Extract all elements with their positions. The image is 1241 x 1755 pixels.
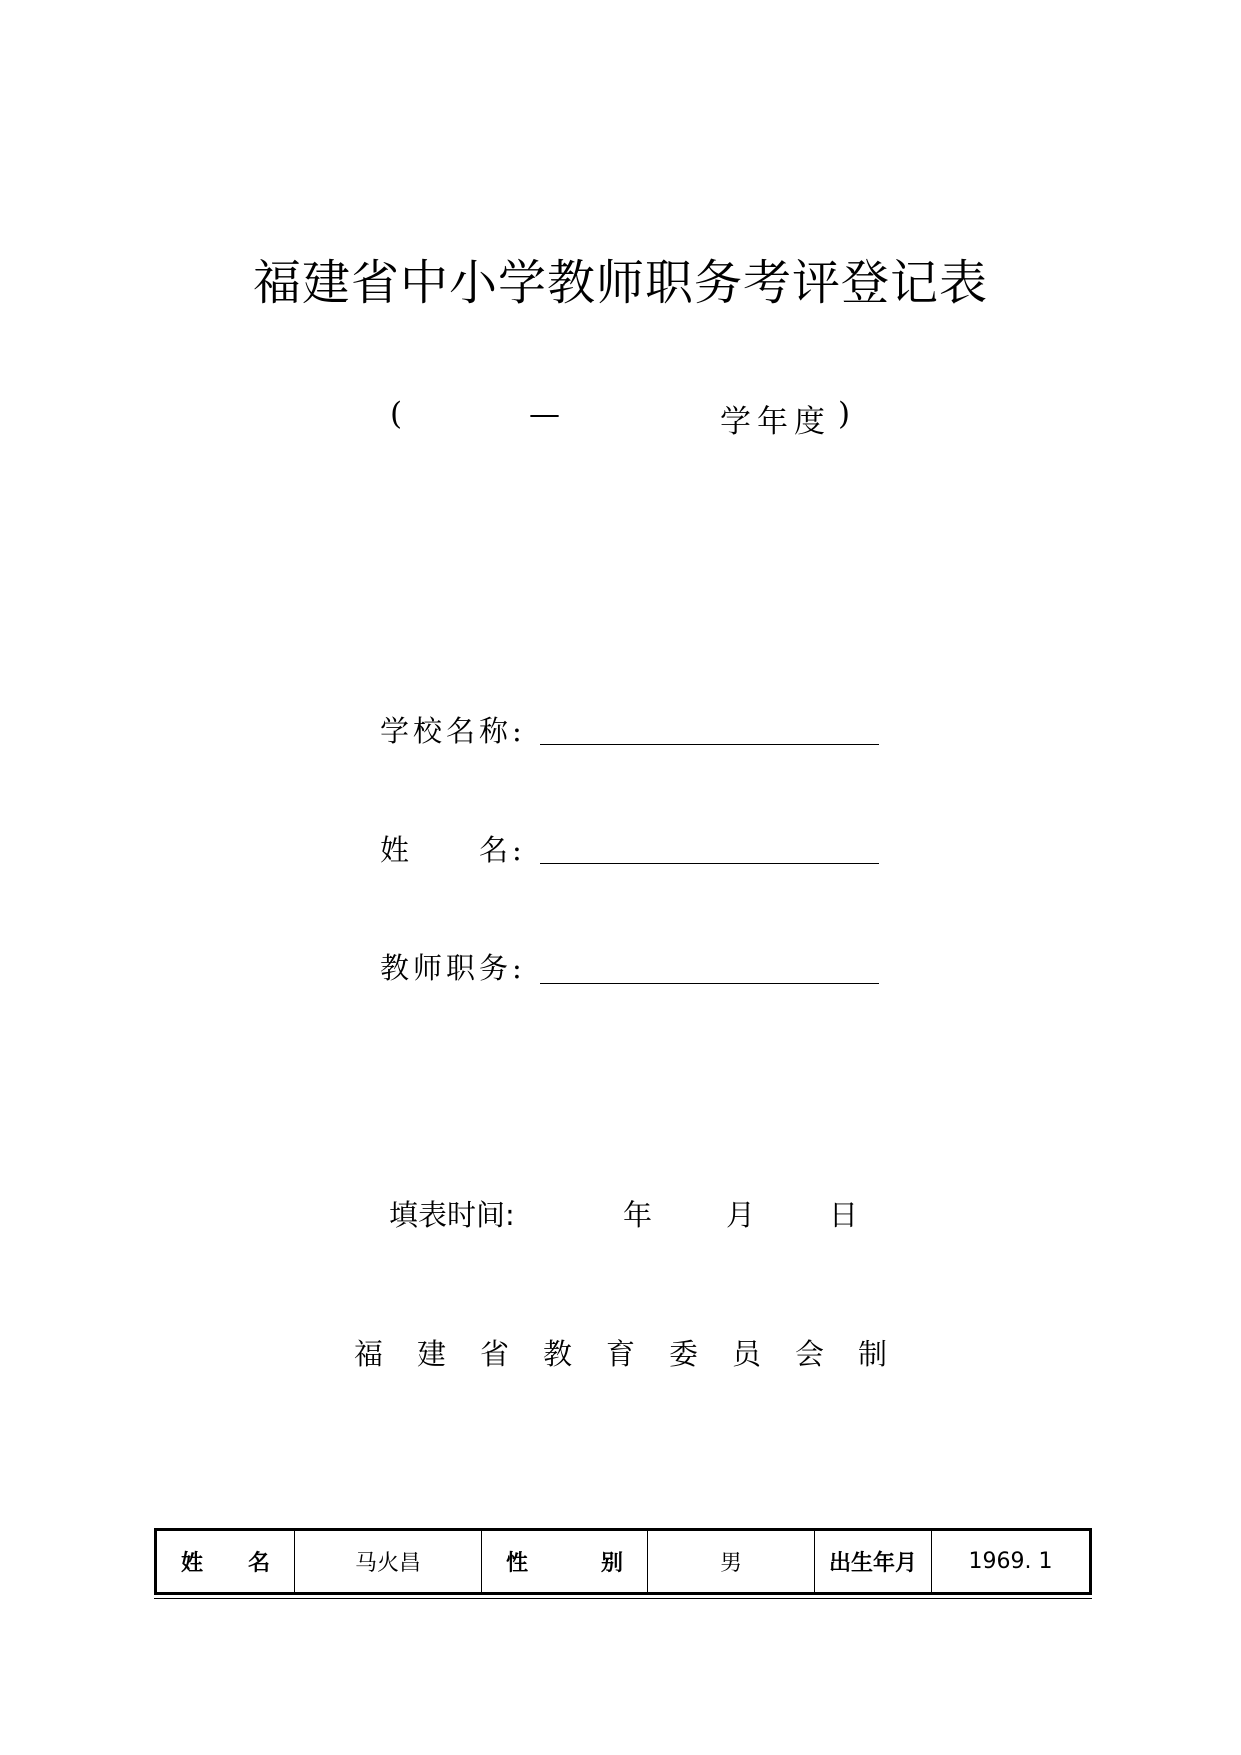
name-value-cell: 马火昌 — [295, 1530, 482, 1594]
field-teacher-title-label: 教师职务: — [380, 951, 526, 985]
gender-value-cell: 男 — [648, 1530, 815, 1594]
fill-time-label: 填表时间: — [389, 1198, 515, 1232]
field-teacher-title-line[interactable] — [540, 983, 879, 984]
name-label-cell — [156, 1530, 295, 1594]
gender-label-char-1: 性 — [506, 1551, 529, 1576]
issuer-text: 福建省教育委员会制 — [353, 1337, 921, 1371]
page-title: 福建省中小学教师职务考评登记表 — [252, 255, 988, 311]
personal-info-table — [154, 1528, 1092, 1595]
field-school-name-line[interactable] — [540, 744, 879, 745]
fill-time-day: 日 — [829, 1198, 859, 1232]
birth-value-cell: 1969. 1 — [932, 1530, 1091, 1594]
birth-label-cell: 出生年月 — [815, 1530, 932, 1594]
year-open-paren: ( — [390, 396, 403, 432]
table-row — [156, 1530, 1091, 1594]
fill-time-year: 年 — [623, 1198, 653, 1232]
name-label-char-2: 名 — [247, 1551, 270, 1576]
year-close-paren: ) — [838, 396, 851, 432]
gender-label-cell — [482, 1530, 648, 1594]
field-name-label: 姓 名: — [380, 833, 526, 867]
fill-time-month: 月 — [726, 1198, 756, 1232]
year-dash: — — [529, 396, 560, 432]
gender-label-char-2: 别 — [600, 1551, 623, 1576]
field-school-name-label: 学校名称: — [380, 714, 526, 748]
field-name-line[interactable] — [540, 863, 879, 864]
table-bottom-rule — [154, 1598, 1092, 1599]
name-label-char-1: 姓 — [181, 1551, 204, 1576]
academic-year-label: 学年度 — [720, 404, 831, 440]
